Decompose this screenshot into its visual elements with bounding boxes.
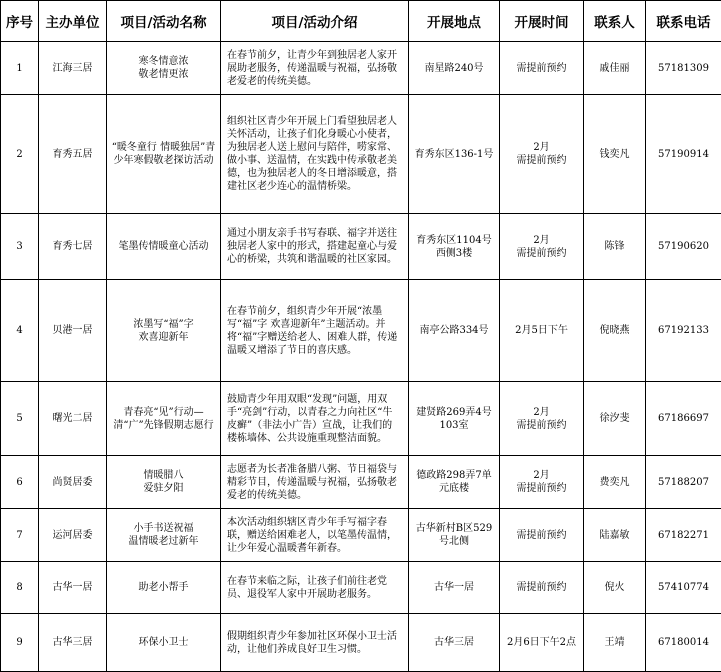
cell-no: 9 bbox=[1, 614, 39, 672]
cell-name bbox=[107, 509, 221, 562]
cell-place-line: 南星路240号 bbox=[413, 62, 495, 75]
cell-name bbox=[107, 95, 221, 214]
cell-place bbox=[409, 562, 500, 614]
cell-name-line: 助老小帮手 bbox=[111, 581, 216, 594]
cell-contact: 钱奕凡 bbox=[584, 95, 646, 214]
cell-phone: 57190914 bbox=[646, 95, 721, 214]
cell-name-line: 青春亮“见”行动—清“广”先锋假期志愿行 bbox=[111, 406, 216, 432]
cell-place bbox=[409, 214, 500, 280]
header-time: 开展时间 bbox=[500, 1, 584, 42]
header-row bbox=[1, 1, 721, 42]
cell-place-line: 德政路298弄7单 bbox=[413, 469, 495, 482]
table-row bbox=[1, 456, 721, 509]
cell-time-line: 需提前预约 bbox=[504, 62, 579, 75]
table-row bbox=[1, 95, 721, 214]
cell-intro: 假期组织青少年参加社区环保小卫士活动，让他们养成良好卫生习惯。 bbox=[221, 614, 409, 672]
header-contact: 联系人 bbox=[584, 1, 646, 42]
cell-time bbox=[500, 280, 584, 382]
cell-intro: 在春节前夕，组织青少年开展“浓墨写“福”字 欢喜迎新年”主题活动。并将“福”字赠送给老人、困难人群，传递温暖又增添了节日的喜庆感。 bbox=[221, 280, 409, 382]
cell-name-line: 环保小卫士 bbox=[111, 636, 216, 649]
cell-place bbox=[409, 95, 500, 214]
cell-time bbox=[500, 214, 584, 280]
cell-time-line: 2月 bbox=[504, 234, 579, 247]
cell-place bbox=[409, 280, 500, 382]
cell-org: 运河居委 bbox=[39, 509, 107, 562]
cell-place-line: 古华三居 bbox=[413, 636, 495, 649]
cell-name bbox=[107, 614, 221, 672]
cell-name-line: 敬老情更浓 bbox=[111, 68, 216, 81]
cell-name-line: 浓墨写“福”字 bbox=[111, 318, 216, 331]
cell-time-line: 2月 bbox=[504, 406, 579, 419]
cell-no: 5 bbox=[1, 382, 39, 456]
cell-phone: 67186697 bbox=[646, 382, 721, 456]
cell-phone: 57181309 bbox=[646, 42, 721, 95]
cell-name-line: 温情暖老过新年 bbox=[111, 535, 216, 548]
cell-name-line: 笔墨传情暖童心活动 bbox=[111, 240, 216, 253]
cell-place-line: 古华新村B区529 bbox=[413, 522, 495, 535]
cell-place-line: 南亭公路334号 bbox=[413, 324, 495, 337]
cell-time bbox=[500, 382, 584, 456]
cell-intro: 志愿者为长者准备腊八粥、节日福袋与精彩节目，传递温暖与祝福，弘扬敬老爱老的传统美德。 bbox=[221, 456, 409, 509]
cell-intro: 通过小朋友亲手书写春联、福字并送往独居老人家中的形式，搭建起童心与爱心的桥梁，共筑和谐温暖的社区家园。 bbox=[221, 214, 409, 280]
cell-time-line: 2月6日下午2点 bbox=[504, 636, 579, 649]
cell-name-line: 寒冬情意浓 bbox=[111, 55, 216, 68]
table-row bbox=[1, 280, 721, 382]
cell-phone: 67192133 bbox=[646, 280, 721, 382]
cell-no: 2 bbox=[1, 95, 39, 214]
cell-intro: 鼓励青少年用双眼“发现”问题，用双手“亮剑”行动，以青春之力向社区“牛皮癣”（非法小广告）宣战，让我们的楼栋墙体、公共设施重现整洁面貌。 bbox=[221, 382, 409, 456]
table-row bbox=[1, 509, 721, 562]
cell-time-line: 需提前预约 bbox=[504, 154, 579, 167]
cell-org: 曙光二居 bbox=[39, 382, 107, 456]
cell-phone: 57410774 bbox=[646, 562, 721, 614]
cell-org: 尚贤居委 bbox=[39, 456, 107, 509]
cell-place bbox=[409, 614, 500, 672]
cell-time-line: 需提前预约 bbox=[504, 419, 579, 432]
cell-place bbox=[409, 382, 500, 456]
cell-place-line: 建贤路269弄4号 bbox=[413, 406, 495, 419]
cell-name-line: 小手书送祝福 bbox=[111, 522, 216, 535]
header-name: 项目/活动名称 bbox=[107, 1, 221, 42]
cell-place-line: 103室 bbox=[413, 419, 495, 432]
cell-place-line: 号北侧 bbox=[413, 535, 495, 548]
cell-intro: 本次活动组织辖区青少年手写福字春联，赠送给困难老人，以笔墨传温情，让少年爱心温暖耆年新春。 bbox=[221, 509, 409, 562]
cell-time-line: 2月 bbox=[504, 469, 579, 482]
cell-time bbox=[500, 614, 584, 672]
cell-place-line: 元底楼 bbox=[413, 482, 495, 495]
header-org: 主办单位 bbox=[39, 1, 107, 42]
cell-time-line: 2月 bbox=[504, 141, 579, 154]
cell-intro: 在春节来临之际，让孩子们前往老党员、退役军人家中开展助老服务。 bbox=[221, 562, 409, 614]
table-row bbox=[1, 614, 721, 672]
cell-time-line: 需提前预约 bbox=[504, 482, 579, 495]
cell-intro: 组织社区青少年开展上门看望独居老人关怀活动，让孩子们化身暖心小使者，为独居老人送上慰问与陪伴，唠家常、做小事、送温情，在实践中传承敬老美德，也为独居老人的冬日增添暖意，搭建社区老少连心的温情桥梁。 bbox=[221, 95, 409, 214]
cell-time bbox=[500, 509, 584, 562]
cell-contact: 倪晓燕 bbox=[584, 280, 646, 382]
cell-name bbox=[107, 214, 221, 280]
cell-time bbox=[500, 562, 584, 614]
cell-name bbox=[107, 456, 221, 509]
cell-time bbox=[500, 95, 584, 214]
cell-no: 8 bbox=[1, 562, 39, 614]
cell-place bbox=[409, 509, 500, 562]
cell-name-line: 爱驻夕阳 bbox=[111, 482, 216, 495]
cell-place bbox=[409, 456, 500, 509]
cell-contact: 陆嘉敏 bbox=[584, 509, 646, 562]
cell-place-line: 育秀东区1104号 bbox=[413, 234, 495, 247]
cell-name bbox=[107, 42, 221, 95]
cell-contact: 徐汐斐 bbox=[584, 382, 646, 456]
cell-org: 古华三居 bbox=[39, 614, 107, 672]
cell-no: 6 bbox=[1, 456, 39, 509]
cell-org: 贝港一居 bbox=[39, 280, 107, 382]
header-no: 序号 bbox=[1, 1, 39, 42]
cell-place-line: 西侧3楼 bbox=[413, 247, 495, 260]
cell-name-line: 欢喜迎新年 bbox=[111, 331, 216, 344]
cell-no: 1 bbox=[1, 42, 39, 95]
table-row bbox=[1, 382, 721, 456]
cell-time-line: 需提前预约 bbox=[504, 581, 579, 594]
cell-org: 江海三居 bbox=[39, 42, 107, 95]
cell-name-line: 情暖腊八 bbox=[111, 469, 216, 482]
cell-no: 3 bbox=[1, 214, 39, 280]
cell-contact: 倪火 bbox=[584, 562, 646, 614]
cell-time bbox=[500, 42, 584, 95]
header-phone: 联系电话 bbox=[646, 1, 721, 42]
cell-place bbox=[409, 42, 500, 95]
cell-name bbox=[107, 280, 221, 382]
cell-contact: 戚佳丽 bbox=[584, 42, 646, 95]
cell-place-line: 育秀东区136-1号 bbox=[413, 148, 495, 161]
cell-no: 7 bbox=[1, 509, 39, 562]
cell-org: 古华一居 bbox=[39, 562, 107, 614]
cell-time-line: 2月5日下午 bbox=[504, 324, 579, 337]
cell-intro: 在春节前夕，让青少年到独居老人家开展助老服务，传递温暖与祝福，弘扬敬老爱老的传统美德。 bbox=[221, 42, 409, 95]
cell-time-line: 需提前预约 bbox=[504, 247, 579, 260]
cell-phone: 67182271 bbox=[646, 509, 721, 562]
cell-time-line: 需提前预约 bbox=[504, 529, 579, 542]
cell-contact: 费奕凡 bbox=[584, 456, 646, 509]
cell-phone: 67180014 bbox=[646, 614, 721, 672]
cell-phone: 57190620 bbox=[646, 214, 721, 280]
cell-place-line: 古华一居 bbox=[413, 581, 495, 594]
cell-time bbox=[500, 456, 584, 509]
cell-name bbox=[107, 382, 221, 456]
header-place: 开展地点 bbox=[409, 1, 500, 42]
table-row bbox=[1, 214, 721, 280]
table-row bbox=[1, 42, 721, 95]
cell-org: 育秀五居 bbox=[39, 95, 107, 214]
cell-contact: 王靖 bbox=[584, 614, 646, 672]
cell-org: 育秀七居 bbox=[39, 214, 107, 280]
cell-no: 4 bbox=[1, 280, 39, 382]
cell-name bbox=[107, 562, 221, 614]
table-row bbox=[1, 562, 721, 614]
cell-name-line: “暖冬童行 情暖独居”青少年寒假敬老探访活动 bbox=[111, 141, 216, 167]
header-intro: 项目/活动介绍 bbox=[221, 1, 409, 42]
cell-phone: 57188207 bbox=[646, 456, 721, 509]
cell-contact: 陈锋 bbox=[584, 214, 646, 280]
